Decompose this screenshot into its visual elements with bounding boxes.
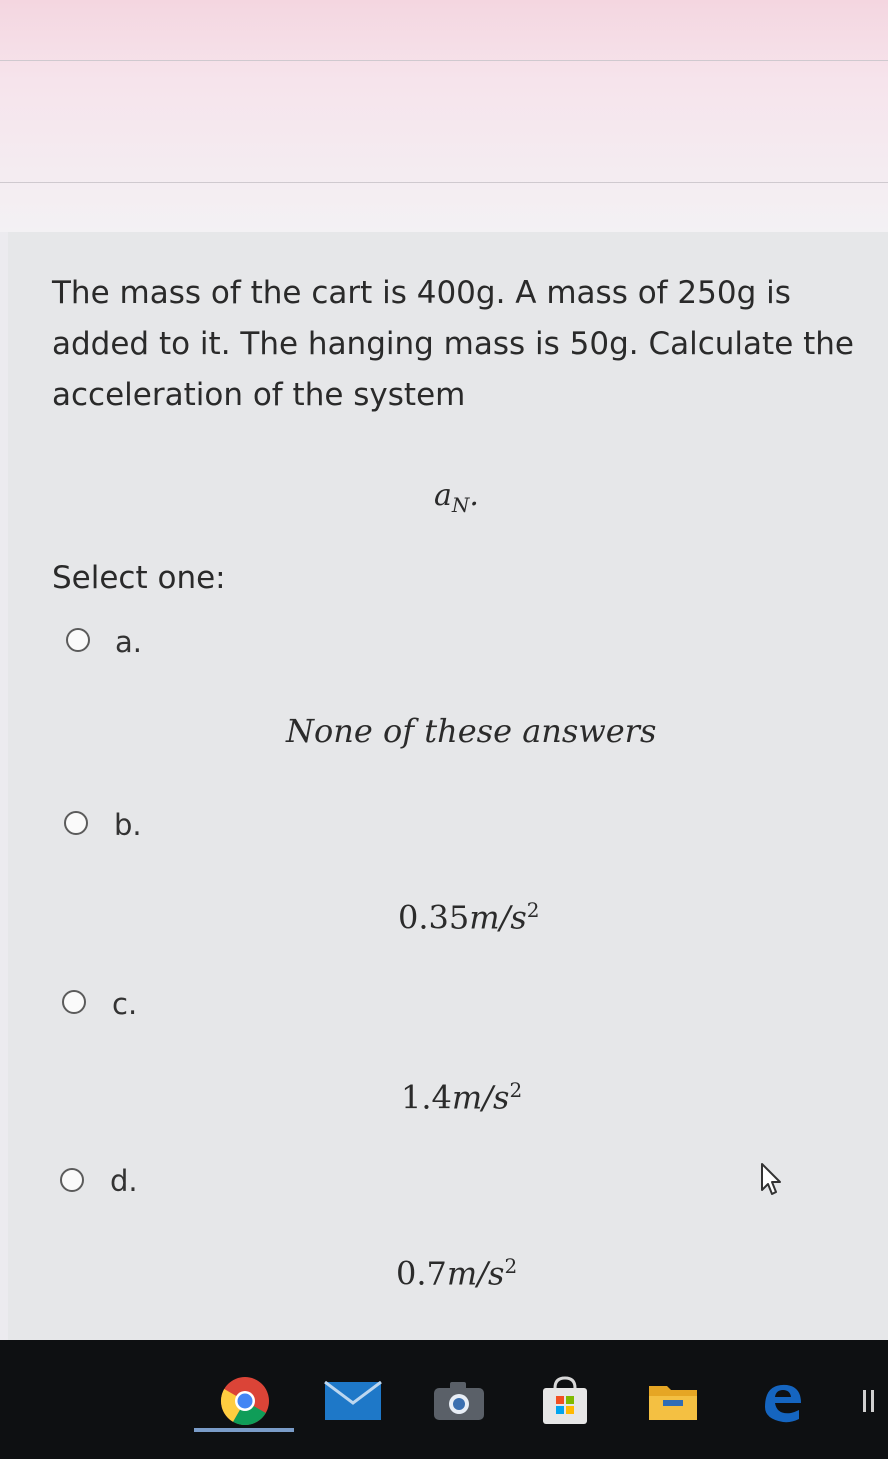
option-b-radio[interactable] [64,811,88,835]
camera-icon[interactable] [424,1366,494,1436]
store-icon[interactable] [530,1366,600,1436]
browser-header-area [0,0,888,232]
option-a-answer: None of these answers [286,712,657,750]
option-d-radio[interactable] [60,1168,84,1192]
mouse-cursor-icon [758,1162,786,1198]
option-d-letter: d. [110,1164,138,1198]
chrome-icon[interactable] [210,1366,280,1436]
acceleration-symbol: $a_N$. [434,478,479,517]
edge-icon[interactable] [746,1366,816,1436]
divider [0,60,888,61]
mail-icon[interactable] [318,1366,388,1436]
more-icon[interactable] [850,1366,888,1436]
option-b-letter: b. [114,808,142,842]
question-text: The mass of the cart is 400g. A mass of 250g is added to it. The hanging mass is 50g. Calculate the acceleration of the system [52,275,854,413]
option-d-answer: $0.7m/s^2$ [396,1254,518,1293]
option-c-letter: c. [112,987,138,1021]
option-c-answer: $1.4m/s^2$ [401,1078,523,1117]
option-a-letter: a. [115,625,142,659]
option-a-radio[interactable] [66,628,90,652]
option-b-answer: $0.35m/s^2$ [398,898,540,937]
divider [0,182,888,183]
file-explorer-icon[interactable] [638,1366,708,1436]
select-one-label: Select one: [52,560,226,596]
option-c-radio[interactable] [62,990,86,1014]
